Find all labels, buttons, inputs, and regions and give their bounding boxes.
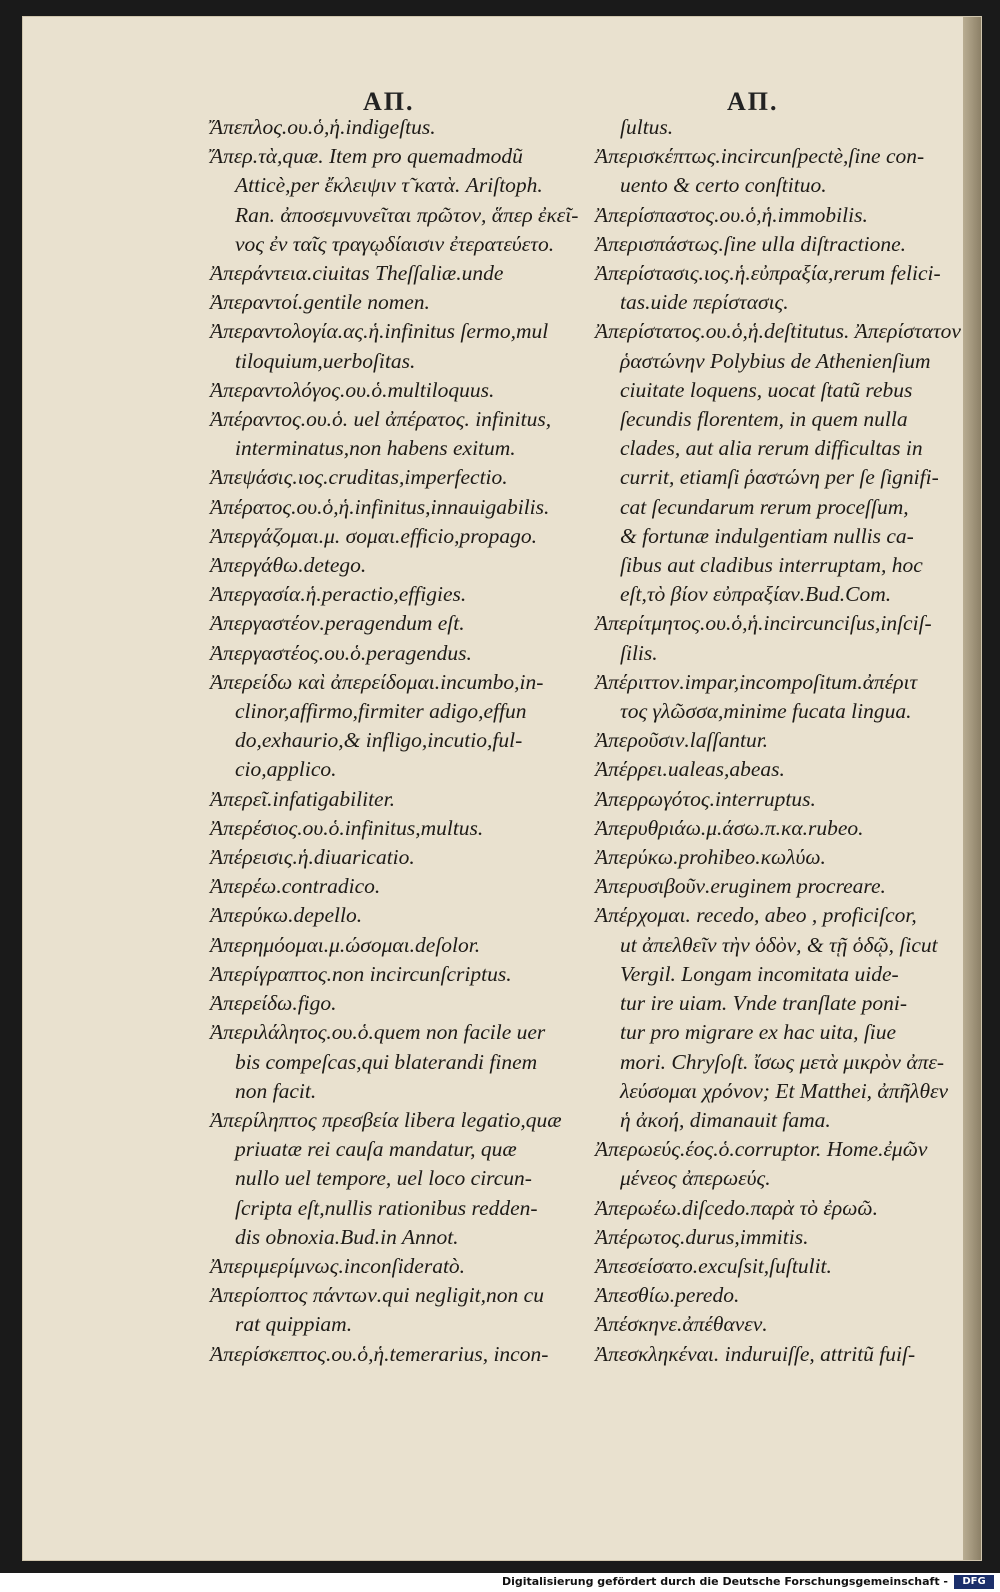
dictionary-line: ſcripta eſt,nullis rationibus redden- bbox=[235, 1195, 538, 1220]
dictionary-line: Ἀπερείδω.figo. bbox=[210, 991, 337, 1016]
dictionary-line: do,exhaurio,& infligo,incutio,ful- bbox=[235, 728, 523, 753]
dictionary-line: Ἀπερίσκεπτος.ου.ὁ,ἡ.temerarius, incon- bbox=[210, 1341, 549, 1366]
dictionary-line: Ἀπερισπάστως.ſine ulla diſtractione. bbox=[595, 231, 907, 256]
dictionary-line: τος γλῶσσα,minime fucata lingua. bbox=[620, 699, 912, 724]
dictionary-line: Ἀπερεῖ.infatigabiliter. bbox=[210, 786, 395, 811]
dictionary-line: ἡ ἀκοή, dimanauit fama. bbox=[620, 1107, 831, 1132]
dictionary-line: priuatæ rei cauſa mandatur, quæ bbox=[235, 1137, 517, 1162]
dictionary-line: ſultus. bbox=[620, 115, 674, 139]
dictionary-line: cat ſecundarum rerum proceſſum, bbox=[620, 494, 909, 519]
footer-bar bbox=[0, 1573, 1000, 1592]
dictionary-line: Ἀπερίσπαστος.ου.ὁ,ἡ.immobilis. bbox=[595, 202, 868, 227]
dictionary-line: ſibus aut cladibus interruptam, hoc bbox=[620, 553, 923, 578]
dictionary-line: Ἀπεργασία.ἡ.peractio,effigies. bbox=[210, 582, 467, 607]
dictionary-line: Ἀπερωεύς.έος.ὁ.corruptor. Home.ἐμῶν bbox=[595, 1137, 928, 1162]
dictionary-line: ciuitate loquens, uocat ſtatũ rebus bbox=[620, 377, 913, 402]
dictionary-line: Ἀπερίτμητος.ου.ὁ,ἡ.incircunciſus,inſciſ- bbox=[595, 611, 932, 636]
dictionary-line: Ἀπερρωγότος.interruptus. bbox=[595, 786, 816, 811]
dictionary-line: rat quippiam. bbox=[235, 1312, 353, 1337]
dictionary-line: λεύσομαι χρόνον; Et Matthei, ἀπῆλθεν bbox=[620, 1078, 949, 1103]
dictionary-line: Ἀπεραντολογία.ας.ἡ.infinitus ſermo,mul bbox=[210, 319, 549, 344]
dictionary-line: Ἀπερίγραπτος.non incircunſcriptus. bbox=[210, 961, 512, 986]
dictionary-line: ſilis. bbox=[620, 640, 658, 665]
dictionary-line: mori. Chryſoſt. ἴσως μετὰ μικρὸν ἀπε- bbox=[620, 1049, 945, 1074]
dictionary-line: Ἀπέριττον.impar,incompoſitum.ἀπέριτ bbox=[595, 669, 918, 694]
dictionary-line: Ἀπερυσιβοῦν.eruginem procreare. bbox=[595, 874, 886, 899]
dictionary-line: clades, aut alia rerum difficultas in bbox=[620, 436, 923, 461]
dictionary-line: uento & certo conſtituo. bbox=[620, 173, 827, 198]
dictionary-line: Vergil. Longam incomitata uide- bbox=[620, 961, 899, 986]
dictionary-line: Ἄπερ.τὰ,quæ. Item pro quemadmodũ bbox=[210, 144, 523, 169]
dictionary-line: Ἀπερίστασις.ιος.ἡ.εὐπραξία,rerum felici- bbox=[595, 261, 941, 286]
dfg-logo: DFG bbox=[954, 1575, 994, 1589]
footer-credit: Digitalisierung gefördert durch die Deutsche Forschungsgemeinschaft - bbox=[501, 1575, 948, 1588]
dictionary-line: Ἀπέρωτος.durus,immitis. bbox=[595, 1224, 809, 1249]
dictionary-line: Ἄπεπλος.ου.ὁ,ἡ.indigeſtus. bbox=[210, 115, 436, 139]
dictionary-line: & fortunæ indulgentiam nullis ca- bbox=[620, 523, 914, 548]
dictionary-line: eſt,τὸ βίον εὐπραξίαν.Bud.Com. bbox=[620, 582, 892, 607]
dictionary-line: ſecundis florentem, in quem nulla bbox=[620, 407, 908, 432]
dictionary-line: clinor,affirmo,firmiter adigo,effun bbox=[235, 699, 527, 724]
dictionary-line: Ἀπεργάζομαι.μ. σομαι.efficio,propago. bbox=[210, 523, 537, 548]
dictionary-line: Ἀπέρρει.ualeas,abeas. bbox=[595, 757, 785, 782]
dictionary-line: Ἀπερέω.contradico. bbox=[210, 874, 381, 899]
dictionary-line: non facit. bbox=[235, 1078, 317, 1103]
dictionary-line: cio,applico. bbox=[235, 757, 337, 782]
dictionary-line: Atticè,per ἔκλειψιν τ̃ κατὰ. Ariſtoph. bbox=[235, 173, 543, 198]
dictionary-line: Ἀπεσθίω.peredo. bbox=[595, 1283, 740, 1308]
dictionary-line: Ἀπεραντοί.gentile nomen. bbox=[210, 290, 430, 315]
dictionary-line: Ἀπεψάσις.ιος.cruditas,imperfectio. bbox=[210, 465, 508, 490]
dictionary-line: Ἀπερισκέπτως.incircunſpectè,ſine con- bbox=[595, 144, 925, 169]
dictionary-line: νος ἐν ταῖς τραγῳδίαισιν ἐτερατεύετο. bbox=[235, 231, 555, 256]
dictionary-line: currit, etiamſi ῥαστώνη per ſe ſignifi- bbox=[620, 465, 939, 490]
dictionary-line: Ἀπέρχομαι. recedo, abeo , proficiſcor, bbox=[595, 903, 917, 928]
dictionary-line: Ἀπεραντολόγος.ου.ὁ.multiloquus. bbox=[210, 377, 495, 402]
dictionary-line: Ἀπέρατος.ου.ὁ,ἡ.infinitus,innauigabilis. bbox=[210, 494, 550, 519]
dictionary-line: ῥαστώνην Polybius de Athenienſium bbox=[620, 348, 931, 373]
dictionary-line: tas.uide περίστασις. bbox=[620, 290, 789, 315]
dictionary-line: Ἀπερύκω.depello. bbox=[210, 903, 363, 928]
dictionary-line: Ἀπερίοπτος πάντων.qui negligit,non cu bbox=[210, 1283, 544, 1308]
dictionary-line: Ἀπεράντεια.ciuitas Theſſaliæ.unde bbox=[210, 261, 504, 286]
dictionary-line: Ἀπεριλάλητος.ου.ὁ.quem non facile uer bbox=[210, 1020, 546, 1045]
dictionary-line: Ἀπέραντος.ου.ὁ. uel ἀπέρατος. infinitus, bbox=[210, 407, 552, 432]
dictionary-line: interminatus,non habens exitum. bbox=[235, 436, 516, 461]
dictionary-line: Ἀπεριμερίμνως.inconſideratò. bbox=[210, 1253, 466, 1278]
dictionary-line: Ἀπεργαστέον.peragendum eſt. bbox=[210, 611, 465, 636]
book-spine-edge bbox=[963, 17, 981, 1560]
dictionary-line: nullo uel tempore, uel loco circun- bbox=[235, 1166, 532, 1191]
dictionary-line: Ἀπέρεισις.ἡ.diuaricatio. bbox=[210, 845, 415, 870]
dictionary-line: tur ire uiam. Vnde tranſlate poni- bbox=[620, 991, 908, 1016]
dictionary-line: μένεος ἀπερωεύς. bbox=[620, 1166, 771, 1191]
dictionary-line: Ἀπέσκηνε.ἀπέθανεν. bbox=[595, 1312, 768, 1337]
dictionary-line: tur pro migrare ex hac uita, ſiue bbox=[620, 1020, 897, 1045]
dictionary-line: Ἀπεροῦσιν.laſſantur. bbox=[595, 728, 769, 753]
dictionary-line: Ἀπεσείσατο.excuſsit,ſuſtulit. bbox=[595, 1253, 832, 1278]
dictionary-line: bis compeſcas,qui blaterandi finem bbox=[235, 1049, 538, 1074]
right-text-column bbox=[595, 113, 961, 1369]
dictionary-line: ut ἀπελθεῖν τὴν ὁδὸν, & τῇ ὁδῷ, ſicut bbox=[620, 932, 938, 957]
dictionary-line: Ἀπερέσιος.ου.ὁ.infinitus,multus. bbox=[210, 815, 484, 840]
dictionary-line: Ἀπερωέω.diſcedo.παρὰ τὸ ἐρωῶ. bbox=[595, 1195, 878, 1220]
dictionary-line: Ἀπεργάθω.detego. bbox=[210, 553, 367, 578]
dictionary-line: Ἀπερείδω καὶ ἀπερείδομαι.incumbo,in- bbox=[210, 669, 544, 694]
dictionary-line: Ran. ἀποσεμνυνεῖται πρῶτον, ἅπερ ἐκεῖ- bbox=[235, 202, 579, 227]
dictionary-line: tiloquium,uerboſitas. bbox=[235, 348, 416, 373]
dictionary-line: Ἀπερημόομαι.μ.ώσομαι.deſolor. bbox=[210, 932, 481, 957]
dictionary-line: dis obnoxia.Bud.in Annot. bbox=[235, 1224, 459, 1249]
dictionary-line: Ἀπερίστατος.ου.ὁ,ἡ.deſtitutus. Ἀπερίστατον bbox=[595, 319, 961, 344]
left-column-header: ΑΠ. bbox=[363, 87, 415, 116]
left-text-column bbox=[210, 113, 585, 1369]
right-column-header: ΑΠ. bbox=[727, 87, 779, 116]
dictionary-line: Ἀπερυθριάω.μ.άσω.π.κα.rubeo. bbox=[595, 815, 864, 840]
dictionary-line: Ἀπερύκω.prohibeo.κωλύω. bbox=[595, 845, 826, 870]
dictionary-line: Ἀπερίληπτος πρεσβεία libera legatio,quæ bbox=[210, 1107, 562, 1132]
dictionary-line: Ἀπεργαστέος.ου.ὁ.peragendus. bbox=[210, 640, 472, 665]
dictionary-line: Ἀπεσκληκέναι. induruiſſe, attritũ fuiſ- bbox=[595, 1341, 916, 1366]
